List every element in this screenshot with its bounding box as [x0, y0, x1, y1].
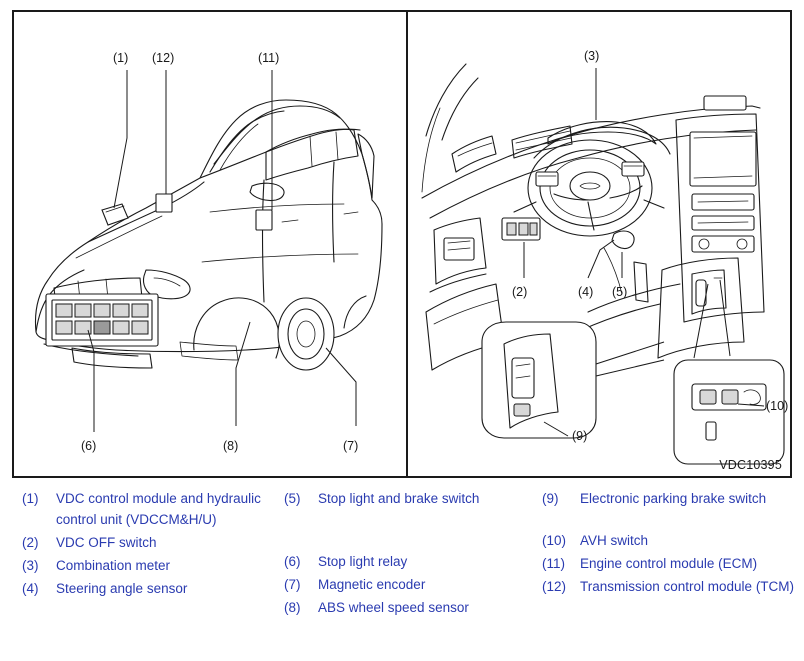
- interior-illustration: [408, 12, 792, 476]
- legend-number: (10): [542, 533, 567, 548]
- legend-text: Transmission control module (TCM): [580, 579, 795, 594]
- list-item: [542, 530, 798, 551]
- svg-text:(11): (11): [258, 51, 280, 65]
- svg-text:(6): (6): [81, 439, 97, 453]
- legend-text: Combination meter: [56, 558, 171, 573]
- legend-text: VDC control module and hydraulic control unit (VDCCM&H/U): [56, 491, 261, 527]
- legend-text: Engine control module (ECM): [580, 556, 758, 571]
- legend-number: (2): [22, 535, 39, 550]
- list-item: [22, 555, 272, 576]
- list-item: [284, 488, 534, 509]
- exterior-illustration: [14, 12, 406, 476]
- legend: [12, 488, 795, 654]
- legend-number: (11): [542, 556, 566, 571]
- legend-number: (4): [22, 581, 39, 596]
- legend-number: (6): [284, 554, 301, 569]
- svg-text:(5): (5): [612, 285, 628, 299]
- figure-frame: [12, 10, 792, 478]
- legend-number: (8): [284, 600, 301, 615]
- legend-text: Stop light relay: [318, 554, 408, 569]
- svg-text:(9): (9): [572, 429, 588, 443]
- legend-text: ABS wheel speed sensor: [318, 600, 469, 615]
- list-item: [542, 576, 798, 597]
- legend-column-3: [542, 488, 798, 599]
- svg-text:(1): (1): [113, 51, 129, 65]
- svg-text:(2): (2): [512, 285, 528, 299]
- legend-number: (3): [22, 558, 39, 573]
- legend-number: (5): [284, 491, 301, 506]
- legend-text: Stop light and brake switch: [318, 491, 480, 506]
- legend-number: (9): [542, 491, 559, 506]
- svg-text:(3): (3): [584, 49, 600, 63]
- list-item: [22, 488, 272, 530]
- legend-number: (1): [22, 491, 39, 506]
- legend-text: AVH switch: [580, 533, 649, 548]
- legend-text: Electronic parking brake switch: [580, 491, 767, 506]
- svg-text:(8): (8): [223, 439, 239, 453]
- legend-text: Magnetic encoder: [318, 577, 426, 592]
- svg-text:(7): (7): [343, 439, 359, 453]
- legend-text: Steering angle sensor: [56, 581, 188, 596]
- list-item: [22, 532, 272, 553]
- vehicle-interior-panel: [408, 12, 792, 476]
- legend-number: (7): [284, 577, 301, 592]
- legend-column-1: [22, 488, 272, 601]
- legend-text: VDC OFF switch: [56, 535, 157, 550]
- list-item: [22, 578, 272, 599]
- list-item: [542, 488, 798, 509]
- list-item: [284, 597, 534, 618]
- vehicle-exterior-panel: [14, 12, 406, 476]
- svg-text:(12): (12): [152, 51, 175, 65]
- figure-code: VDC10395: [719, 458, 782, 472]
- legend-number: (12): [542, 579, 567, 594]
- list-item: [542, 553, 798, 574]
- svg-text:(4): (4): [578, 285, 594, 299]
- list-item: [284, 551, 534, 572]
- svg-text:(10): (10): [766, 399, 789, 413]
- legend-column-2: [284, 488, 534, 620]
- list-item: [284, 574, 534, 595]
